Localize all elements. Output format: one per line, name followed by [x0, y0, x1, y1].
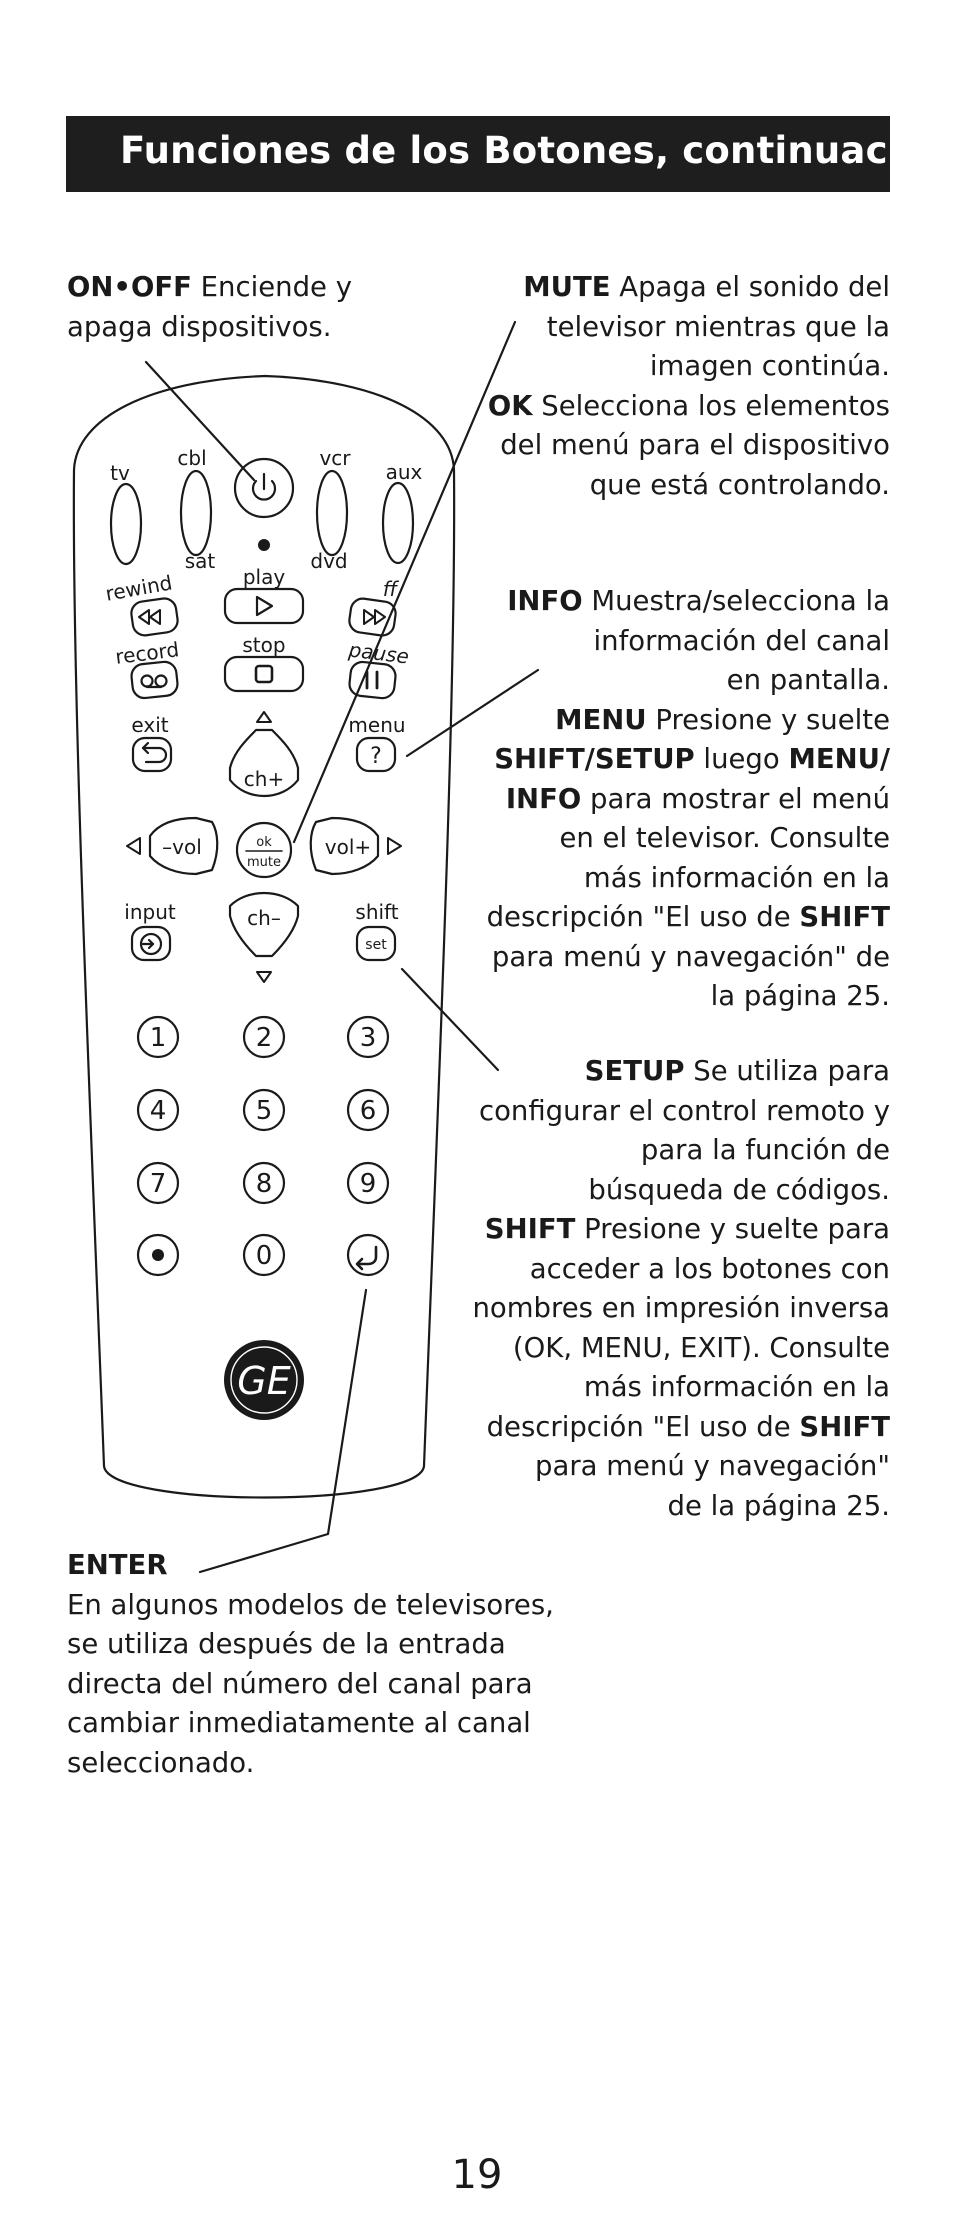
- setup-text-1: Se utiliza para: [684, 1055, 890, 1087]
- info-text-3: en pantalla.: [726, 664, 890, 696]
- ok-text-3: que está controlando.: [589, 468, 890, 501]
- onoff-text-2: apaga dispositivos.: [67, 310, 332, 343]
- digit-1-label: 1: [149, 1023, 167, 1053]
- rewind-icon-2: [150, 610, 160, 624]
- mute-term: MUTE: [523, 271, 611, 303]
- callout-line-enter: [200, 1290, 366, 1572]
- ff-icon: [364, 610, 374, 624]
- dot-icon: [152, 1249, 164, 1261]
- dvd-label: dvd: [310, 549, 348, 573]
- menu-text-2: luego: [694, 743, 789, 775]
- play-key: [225, 589, 303, 623]
- vol-up-label: vol+: [324, 835, 372, 859]
- shift-text-2: acceder a los botones con: [529, 1252, 890, 1285]
- shift-text-8: de la página 25.: [667, 1489, 890, 1522]
- menu-term-shift: SHIFT: [799, 901, 890, 933]
- setup-text-4: búsqueda de códigos.: [588, 1173, 890, 1206]
- cbl-sat-key: [181, 471, 211, 555]
- play-label: play: [242, 565, 286, 589]
- ch-down-label: ch–: [247, 906, 281, 930]
- info-text-1: Muestra/selecciona la: [582, 585, 890, 617]
- callout-line-mute: [294, 322, 515, 842]
- sat-label: sat: [184, 549, 216, 573]
- onoff-text-1: Enciende y: [191, 271, 352, 303]
- stop-label: stop: [242, 633, 286, 657]
- play-icon: [257, 597, 272, 615]
- enter-term: ENTER: [67, 1549, 168, 1581]
- indicator-led: [258, 539, 270, 551]
- stop-key: [225, 657, 303, 691]
- shift-text-4: (OK, MENU, EXIT). Consulte: [512, 1331, 890, 1364]
- setup-term: SETUP: [584, 1055, 685, 1087]
- vcr-label: vcr: [319, 446, 351, 470]
- ge-logo-text: GE: [237, 1359, 291, 1403]
- ok-text-1: Selecciona los elementos: [532, 389, 890, 422]
- ch-down-arrow-icon: [257, 972, 271, 982]
- info-text-2: información del canal: [593, 624, 890, 657]
- menu-text-3: para mostrar el menú: [581, 782, 890, 815]
- shift-text-7: para menú y navegación": [535, 1450, 890, 1482]
- enter-text-4: cambiar inmediatamente al canal: [67, 1707, 531, 1739]
- tv-label: tv: [110, 461, 130, 485]
- rewind-label: rewind: [103, 570, 175, 606]
- vol-down-arrow-icon: [127, 838, 140, 854]
- enter-text-2: se utiliza después de la entrada: [67, 1628, 506, 1660]
- shift-text-5: más información en la: [583, 1371, 890, 1403]
- rewind-key: [130, 597, 179, 637]
- ff-label: ff: [382, 577, 398, 601]
- digit-3-label: 3: [359, 1023, 377, 1053]
- mute-text-1: Apaga el sonido del: [610, 271, 890, 303]
- menu-question-icon: ?: [370, 744, 382, 769]
- menu-term-info: INFO: [505, 782, 582, 815]
- shift-term-2: SHIFT: [799, 1410, 890, 1443]
- ch-up-arrow-icon: [257, 712, 271, 722]
- exit-label: exit: [131, 713, 169, 737]
- mute-text-2: televisor mientras que la: [546, 310, 890, 343]
- enter-key: [348, 1235, 388, 1275]
- aux-label: aux: [385, 460, 423, 484]
- ff-icon-2: [375, 610, 385, 624]
- shift-text-3: nombres en impresión inversa: [472, 1292, 890, 1324]
- ok-label: ok: [256, 835, 272, 850]
- power-icon: [253, 474, 275, 500]
- vol-down-label: –vol: [162, 835, 202, 859]
- page-number: 19: [451, 2152, 503, 2198]
- setup-text-3: para la función de: [640, 1134, 890, 1166]
- shift-label: shift: [355, 900, 399, 924]
- menu-label: menu: [348, 713, 406, 737]
- digit-0-label: 0: [255, 1241, 273, 1271]
- pause-key: [348, 661, 396, 700]
- onoff-term: ON•OFF: [67, 271, 192, 303]
- digit-5-label: 5: [255, 1096, 273, 1126]
- ok-term: OK: [487, 389, 533, 422]
- enter-return-icon: [357, 1247, 376, 1269]
- ge-logo: [224, 1340, 304, 1420]
- digit-4-label: 4: [149, 1096, 167, 1126]
- rewind-icon: [139, 610, 149, 624]
- input-label: input: [124, 900, 176, 924]
- menu-text-7: para menú y navegación" de: [491, 940, 890, 973]
- enter-text-1: En algunos modelos de televisores,: [67, 1588, 554, 1621]
- setup-text-2: configurar el control remoto y: [478, 1094, 890, 1127]
- menu-text-5: más información en la: [583, 861, 890, 894]
- pause-label: pause: [347, 637, 411, 669]
- shift-text-6: descripción "El uso de: [486, 1410, 800, 1443]
- digit-9-label: 9: [359, 1169, 377, 1199]
- digit-2-label: 2: [255, 1023, 273, 1053]
- enter-text-5: seleccionado.: [67, 1746, 255, 1779]
- ch-up-label: ch+: [243, 767, 285, 791]
- record-icon: [142, 676, 167, 688]
- menu-term: MENU: [555, 703, 647, 736]
- pause-icon: [367, 672, 377, 688]
- vol-up-arrow-icon: [388, 838, 401, 854]
- vcr-dvd-key: [317, 471, 347, 555]
- menu-text-6: descripción "El uso de: [486, 901, 800, 933]
- aux-key: [383, 483, 413, 563]
- ok-text-2: del menú para el dispositivo: [500, 429, 890, 461]
- menu-term-shift-setup: SHIFT/SETUP: [494, 743, 695, 775]
- shift-text-1: Presione y suelte para: [575, 1213, 890, 1245]
- info-term: INFO: [507, 585, 583, 617]
- input-icon: [141, 934, 161, 954]
- callout-line-info: [407, 670, 538, 756]
- tv-key: [111, 484, 141, 564]
- exit-back-icon: [143, 743, 166, 762]
- digit-6-label: 6: [359, 1096, 377, 1126]
- menu-term-menu: MENU/: [788, 743, 890, 775]
- page-title: Funciones de los Botones, continuación: [120, 129, 953, 172]
- set-label: set: [365, 937, 387, 953]
- mute-text-3: imagen continúa.: [649, 350, 890, 382]
- callout-line-setup: [402, 969, 498, 1070]
- menu-text-1: Presione y suelte: [646, 703, 890, 736]
- record-label: record: [113, 637, 181, 669]
- menu-text-4: en el televisor. Consulte: [559, 822, 890, 854]
- mute-label: mute: [247, 855, 281, 870]
- digit-8-label: 8: [255, 1169, 273, 1199]
- cbl-label: cbl: [177, 446, 207, 470]
- digit-7-label: 7: [149, 1169, 167, 1199]
- enter-text-3: directa del número del canal para: [67, 1667, 533, 1700]
- shift-term: SHIFT: [484, 1213, 576, 1245]
- stop-icon: [256, 666, 272, 682]
- menu-text-8: la página 25.: [710, 980, 890, 1012]
